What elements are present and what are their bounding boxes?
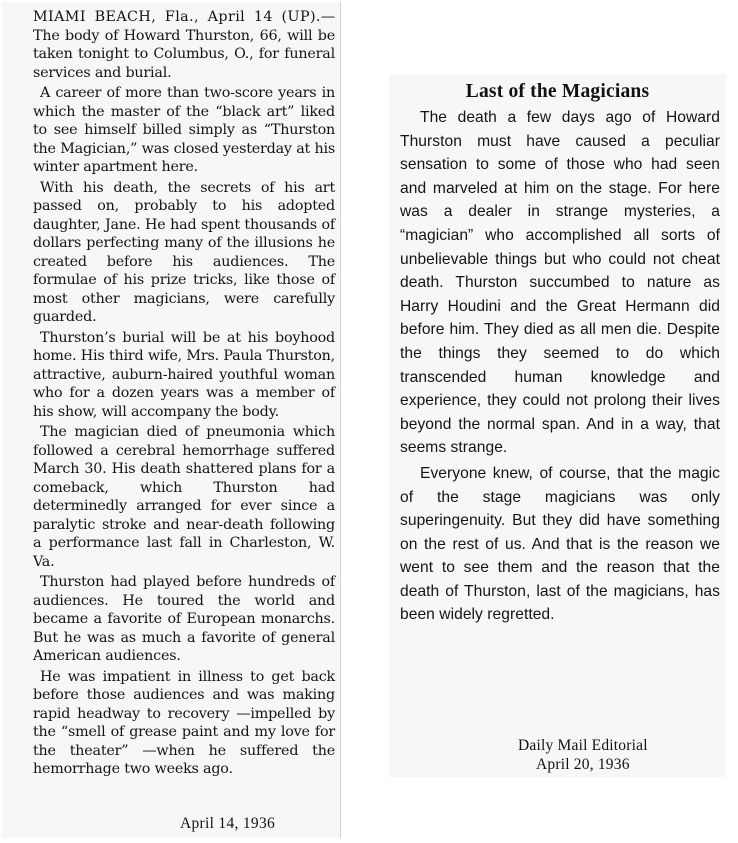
- left-paragraph-1: [33, 8, 335, 82]
- editorial-paragraph-1: The death a few days ago of Howard Thurston must have caused a peculiar sensation to some of those who had seen and marveled at him on the stage. For here was a dealer in strange mysteries, a “magician” who accomplished all sorts of unbelievable things but who could not cheat death. Thurston succumbed to nature as Harry Houdini and the Great Hermann did before him. They died as all men die. Despite the things they seemed to do which transcended human knowledge and experience, they could not prolong their lives beyond the normal span. And in a way, that seems strange.: [400, 109, 720, 457]
- left-news-clipping: [2, 2, 341, 838]
- left-paragraph-5: The magician died of pneumonia which followed a cerebral hemorrhage suffered March 30. His death shattered plans for a comeback, which Thurston had determinedly arranged for ever since a paralytic stroke and near-death following a performance last fall in Charleston, W. Va.: [33, 424, 335, 570]
- left-paragraph-6: Thurston had played before hundreds of audiences. He toured the world and became a favorite of European monarchs. But he was as much a favorite of general American audiences.: [33, 574, 335, 664]
- editorial-body: [400, 106, 720, 627]
- editorial-headline: Last of the Magicians: [465, 81, 650, 102]
- left-paragraph-7: He was impatient in illness to get back before those audiences and was making rapid headway to recovery —impelled by the “smell of grease paint and my love for the theater” —when he suffered the hemorrhage two weeks ago.: [33, 668, 335, 777]
- dateline: MIAMI BEACH, Fla., April 14 (UP).: [33, 9, 321, 25]
- left-clipping-date: April 14, 1936: [180, 815, 276, 832]
- right-news-clipping: [389, 74, 726, 777]
- left-paragraph-4: Thurston’s burial will be at his boyhood home. His third wife, Mrs. Paula Thurston, attractive, auburn-haired youthful woman who for a dozen years was a member of his show, will accompany the body.: [33, 329, 335, 420]
- editorial-paragraph-2: Everyone knew, of course, that the magic of the stage magicians was only superingenuity. But they did have something on the rest of us. And that is the reason we went to see them and the reason that the death of Thurston, last of the magicians, has been widely regretted.: [400, 464, 720, 624]
- left-article-body: [33, 8, 335, 781]
- left-paragraph-2: A career of more than two-score years in which the master of the “black art” liked to see himself billed simply as “Thurston the Magician,” was closed yesterday at his winter apartment here.: [33, 85, 335, 175]
- editorial-date: April 20, 1936: [536, 756, 630, 773]
- editorial-source: Daily Mail Editorial: [518, 737, 648, 754]
- left-paragraph-3: With his death, the secrets of his art passed on, probably to his adopted daughter, Jane. He had spent thousands of dollars perfecting many of the illusions he created before his audiences. The formulae of his prize tricks, like those of most other magicians, were carefully guarded.: [33, 179, 335, 325]
- editorial-attribution: [518, 736, 648, 774]
- left-paragraph-1-text: —The body of Howard Thurston, 66, will be taken tonight to Columbus, O., for funeral services and burial.: [33, 9, 335, 81]
